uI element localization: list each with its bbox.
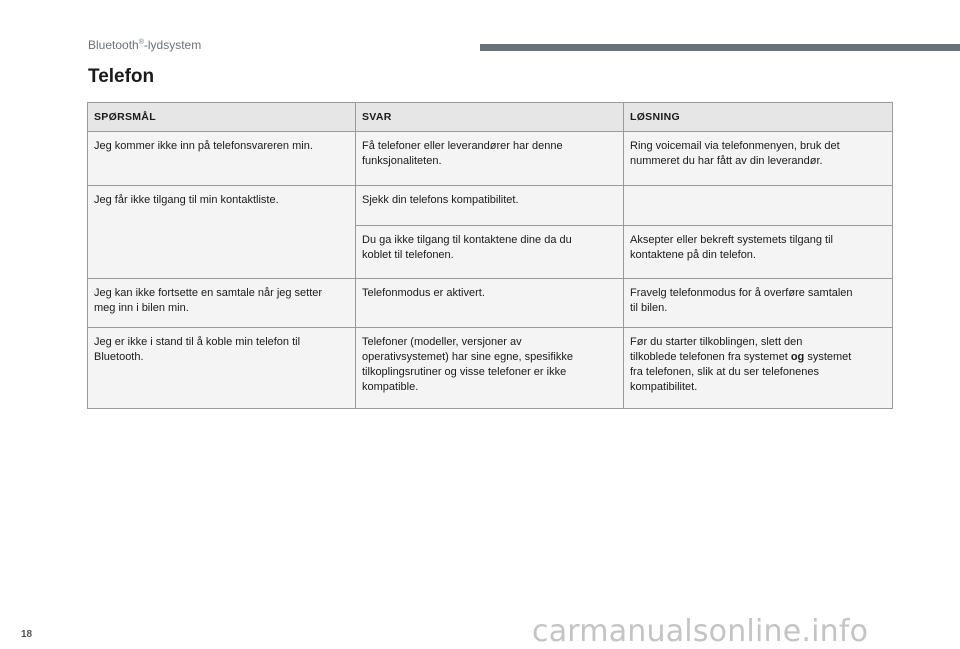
header-bar — [480, 44, 960, 51]
section-header-pre: Bluetooth — [88, 38, 139, 52]
page-title: Telefon — [88, 66, 155, 87]
solution-cell — [624, 186, 893, 226]
question-cell: Jeg er ikke i stand til å koble min telefon til Bluetooth. — [88, 328, 356, 409]
registered-mark: ® — [138, 39, 144, 46]
solution-cell: Ring voicemail via telefonmenyen, bruk det nummeret du har fått av din leverandør. — [624, 132, 893, 186]
solution-text-post: systemet fra telefonen, slik at du ser telefonenes kompatibilitet. — [630, 351, 852, 393]
solution-cell — [624, 328, 893, 409]
column-header-answer: SVAR — [356, 103, 624, 132]
solution-cell: Fravelg telefonmodus for å overføre samtalen til bilen. — [624, 279, 893, 328]
answer-cell: Sjekk din telefons kompatibilitet. — [356, 186, 624, 226]
solution-cell: Aksepter eller bekreft systemets tilgang til kontaktene på din telefon. — [624, 226, 893, 279]
solution-text-pre: Før du starter tilkoblingen, slett den tilkoblede telefonen fra systemet — [630, 336, 803, 363]
section-header — [88, 38, 201, 52]
table-row — [88, 328, 893, 409]
section-header-post: -lydsystem — [143, 38, 202, 52]
answer-cell: Telefoner (modeller, versjoner av operativsystemet) har sine egne, spesifikke tilkoplingsrutiner og visse telefoner er ikke kompatible. — [356, 328, 624, 409]
table-row — [88, 186, 893, 226]
table-row — [88, 279, 893, 328]
solution-text-bold: og — [790, 351, 805, 363]
column-header-solution: LØSNING — [624, 103, 893, 132]
table-row — [88, 132, 893, 186]
page-number: 18 — [21, 629, 33, 640]
answer-cell: Telefonmodus er aktivert. — [356, 279, 624, 328]
answer-cell: Du ga ikke tilgang til kontaktene dine da du koblet til telefonen. — [356, 226, 624, 279]
question-cell: Jeg kommer ikke inn på telefonsvareren min. — [88, 132, 356, 186]
faq-table — [87, 102, 893, 409]
watermark: carmanualsonline.info — [532, 614, 869, 649]
question-cell: Jeg får ikke tilgang til min kontaktliste. — [88, 186, 356, 279]
question-cell: Jeg kan ikke fortsette en samtale når jeg setter meg inn i bilen min. — [88, 279, 356, 328]
column-header-question: SPØRSMÅL — [88, 103, 356, 132]
answer-cell: Få telefoner eller leverandører har denne funksjonaliteten. — [356, 132, 624, 186]
table-header-row — [88, 103, 893, 132]
